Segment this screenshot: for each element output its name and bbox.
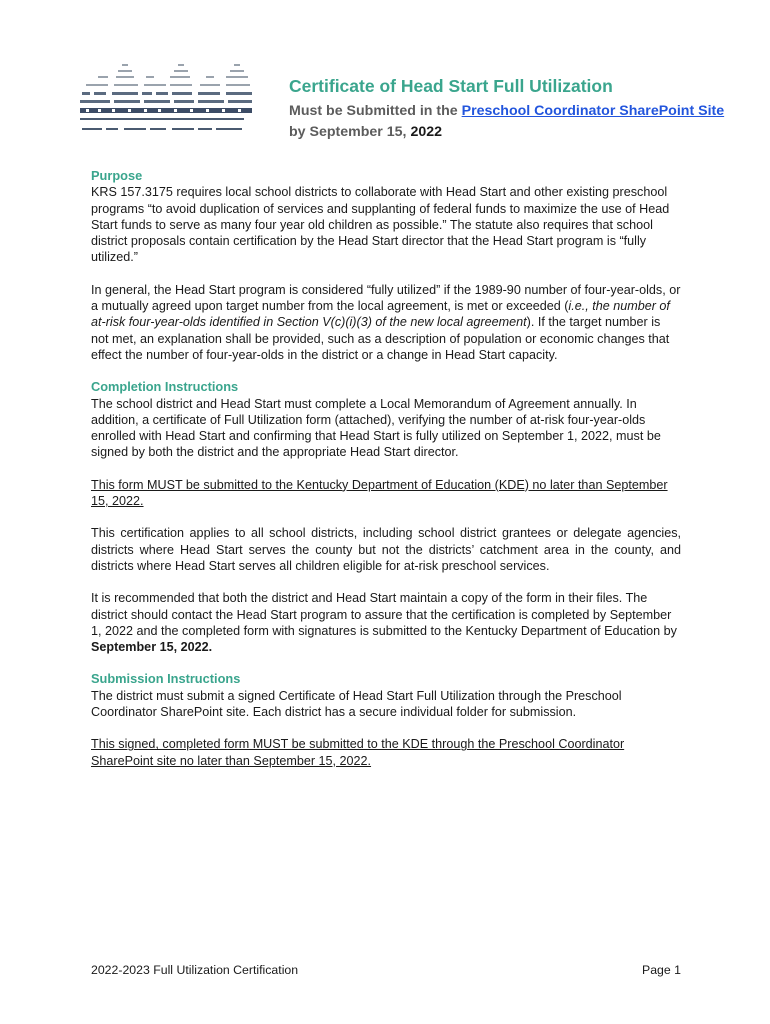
subtitle-prefix: Must be Submitted in the (289, 103, 462, 119)
footer-form-title: 2022-2023 Full Utilization Certification (91, 963, 299, 977)
purpose-p2-italic: i.e., the number of at-risk four-year-olds identified in Section V(c)(i)(3) of the new local agreement (91, 299, 670, 330)
subtitle-deadline: by September 15, (289, 124, 411, 140)
document-header (289, 75, 729, 143)
completion-p4-date: September 15, 2022. (91, 640, 213, 655)
completion-paragraph-4 (91, 590, 681, 655)
document-body (91, 168, 681, 769)
purpose-heading: Purpose (91, 168, 143, 183)
subtitle-year: 2022 (410, 124, 442, 140)
completion-paragraph-1: The school district and Head Start must complete a Local Memorandum of Agreement annually. In addition, a certificate of Full Utilization form (attached), verifying the number of at-risk four-year-olds enrolled with Head Start and confirming that Head Start is fully utilized on September 1, 2022, must be signed by both the district and the appropriate Head Start director. (91, 396, 661, 460)
purpose-p2-start: In general, the Head Start program is considered “fully utilized” if the 1989-90 number of four-year-olds, or a mutually agreed upon target number from the local agreement, is met or exceeded ( (91, 282, 681, 314)
document-subtitle (289, 101, 729, 143)
purpose-paragraph-1: KRS 157.3175 requires local school districts to collaborate with Head Start and other existing preschool programs “to avoid duplication of services and supplanting of federal funds to maximize the use of Head Start funds to serve as many four year old children as possible.” The statute also requires that school district proposals contain certification by the Head Start director that the Head Start program is “fully utilized.” (91, 185, 670, 265)
completion-p4-start: It is recommended that both the district and Head Start maintain a copy of the form in their files. The district should contact the Head Start program to assure that the certification is completed by September 1, 2022 and the completed form with signatures is submitted to the Kentucky Department of Education by (91, 591, 677, 638)
completion-paragraph-3: This certification applies to all school districts, including school district grantees or delegate agencies, districts where Head Start serves the county but not the districts’ catchment area in the county, and districts where Head Start serves all children eligible for at-risk preschool services. (91, 526, 681, 573)
completion-heading: Completion Instructions (91, 379, 239, 395)
submission-heading: Submission Instructions (91, 671, 241, 687)
purpose-p2-end: ). If the target number is not met, an explanation shall be provided, such as a description of population or economic changes that effect the number of four-year-olds in the district or a change in Head Start capacity. (91, 315, 670, 362)
completion-deadline-notice: This form MUST be submitted to the Kentucky Department of Education (KDE) no later than September 15, 2022. (91, 477, 668, 509)
kde-logo-icon (78, 62, 256, 138)
page-footer (91, 963, 681, 977)
purpose-paragraph-2 (91, 282, 681, 363)
sharepoint-link[interactable]: Preschool Coordinator SharePoint Site (461, 103, 725, 119)
document-title: Certificate of Head Start Full Utilization (289, 76, 613, 96)
footer-page-number: Page 1 (642, 963, 681, 977)
submission-deadline-notice: This signed, completed form MUST be submitted to the KDE through the Preschool Coordinator SharePoint site no later than September 15, 2022. (91, 737, 625, 768)
submission-paragraph-1: The district must submit a signed Certificate of Head Start Full Utilization through the Preschool Coordinator SharePoint site. Each district has a secure individual folder for submission. (91, 688, 622, 720)
